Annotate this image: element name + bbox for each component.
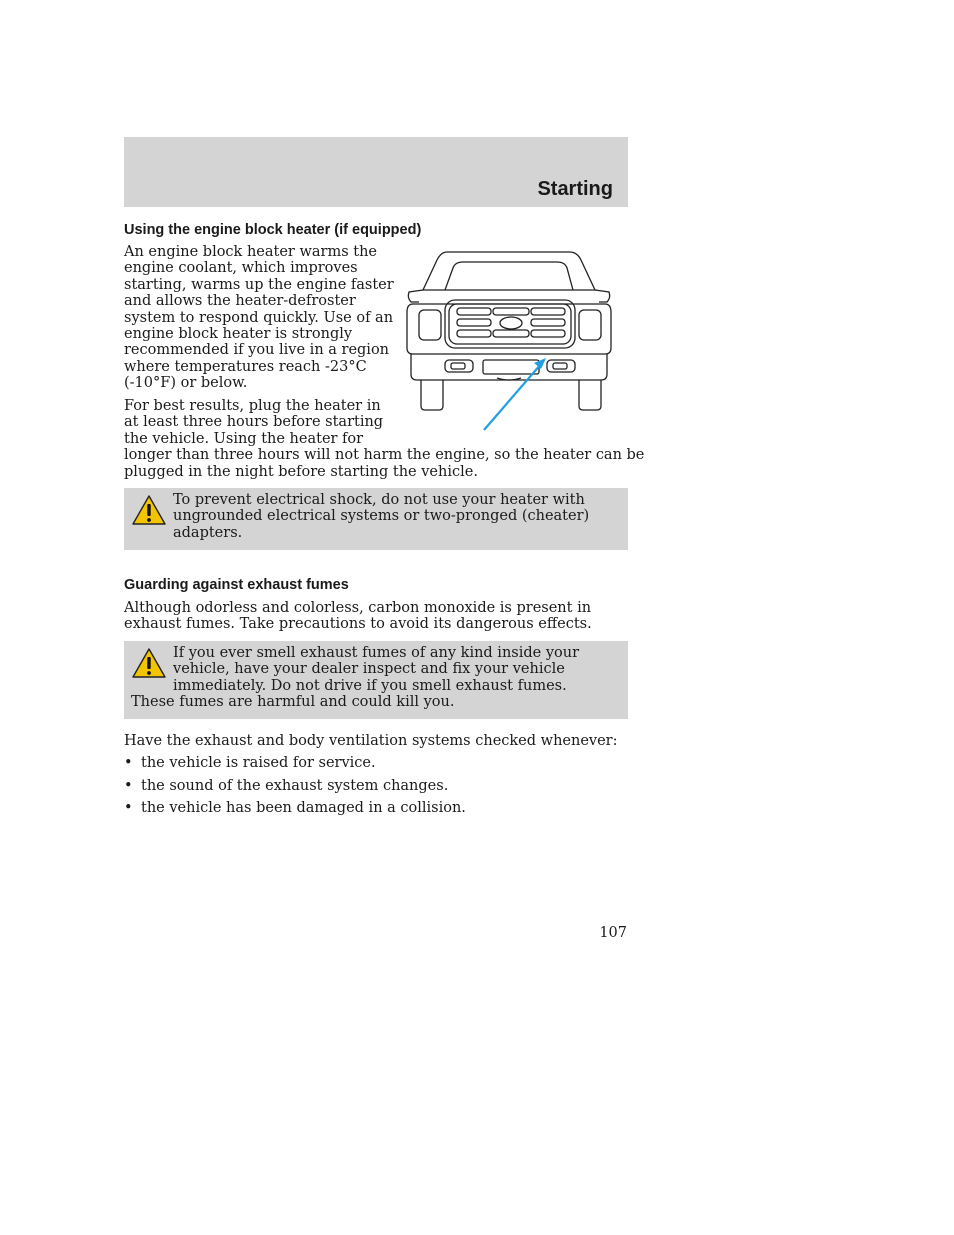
bullet-icon: • — [124, 777, 133, 794]
warning-box-electrical — [124, 488, 628, 550]
text-line: An engine block heater warms the — [124, 244, 377, 260]
bullet-icon: • — [124, 755, 133, 771]
heading-exhaust-fumes: Guarding against exhaust fumes — [124, 577, 349, 593]
text-line: engine coolant, which improves — [124, 260, 358, 277]
warning-triangle-icon — [131, 647, 167, 679]
list-item-text: the vehicle is raised for service. — [141, 755, 376, 771]
section-title: Starting — [537, 178, 613, 200]
list-item — [124, 778, 466, 801]
text-line: (-10°F) or below. — [124, 375, 248, 392]
text-line: recommended if you live in a region — [124, 342, 390, 359]
list-item — [124, 755, 466, 778]
warning-triangle-icon — [131, 494, 167, 526]
warning-text: To prevent electrical shock, do not use your heater with ungrounded electrical systems or two-pronged (cheater) adapters. — [173, 492, 590, 541]
truck-front-illustration — [405, 248, 617, 434]
text-line: starting, warms up the engine faster — [124, 276, 394, 293]
text-line: where temperatures reach -23°C — [124, 358, 367, 375]
text-line: system to respond quickly. Use of an — [124, 309, 394, 326]
exhaust-checks-intro: Have the exhaust and body ventilation systems checked whenever: — [124, 733, 618, 749]
bullet-icon: • — [124, 800, 133, 816]
text-line: and allows the heater-defroster — [124, 293, 356, 310]
text-line: engine block heater is strongly — [124, 326, 353, 343]
exhaust-paragraph: Although odorless and colorless, carbon monoxide is present in exhaust fumes. Take precautions to avoid its dangerous effects. — [124, 600, 592, 633]
section-header-band — [124, 137, 628, 207]
block-heater-paragraph-1 — [124, 244, 394, 392]
heading-block-heater: Using the engine block heater (if equipped) — [124, 222, 422, 238]
exhaust-check-list — [124, 755, 466, 823]
list-item-text: the sound of the exhaust system changes. — [141, 777, 449, 794]
text-line: at least three hours before starting — [124, 414, 384, 431]
list-item — [124, 800, 466, 823]
warning-text: If you ever smell exhaust fumes of any kind inside your vehicle, have your dealer inspect and fix your vehicle immediately. Do not drive if you smell exhaust fumes. These fumes are harmful and could kill you. — [131, 645, 580, 711]
page-number: 107 — [599, 925, 627, 941]
text-line: plugged in the night before starting the vehicle. — [124, 463, 478, 480]
text-line: the vehicle. Using the heater for — [124, 430, 364, 447]
warning-box-exhaust — [124, 641, 628, 719]
list-item-text: the vehicle has been damaged in a collision. — [141, 800, 466, 816]
text-line: longer than three hours will not harm the engine, so the heater can be — [124, 447, 645, 464]
text-line: For best results, plug the heater in — [124, 398, 381, 414]
